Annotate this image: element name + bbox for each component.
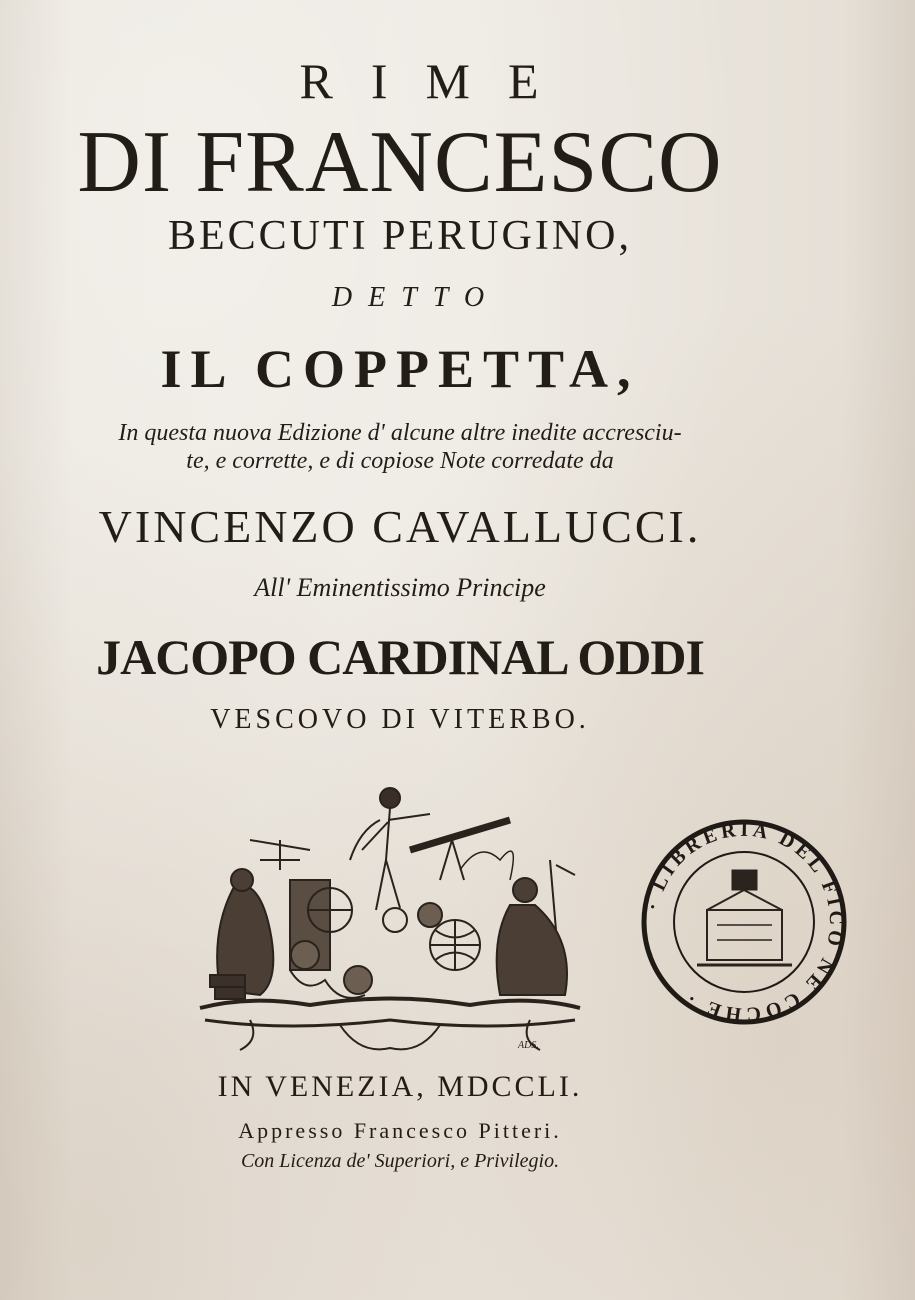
title-rime: RIME [299,53,577,109]
title-il-coppetta: IL COPPETTA, [160,339,640,399]
imprint-license: Con Licenza de' Superiori, e Privilegio. [240,1150,560,1172]
title-detto: DETTO [331,282,501,313]
imprint-printer: Appresso Francesco Pitteri. [238,1118,562,1143]
dedicatee-title: VESCOVO DI VITERBO. [210,704,590,735]
svg-text:· LIBRERIA DEL FICO NE COCHE ·: · LIBRERIA DEL FICO NE COCHE · [641,818,848,1026]
dedicatee-name: JACOPO CARDINAL ODDI [96,629,704,685]
library-stamp [637,815,852,1030]
imprint-place-date: IN VENEZIA, MDCCLI. [217,1070,583,1103]
title-beccuti-perugino: BECCUTI PERUGINO, [167,213,632,259]
engraver-mark: ADS. [518,1040,539,1051]
edition-note-line2: te, e corrette, e di copiose Note corredate da [186,448,614,474]
engraved-vignette [190,780,590,1070]
dedication-intro: All' Eminentissimo Principe [254,573,546,602]
edition-note-line1: In questa nuova Edizione d' alcune altre inedite accresciu- [118,420,682,446]
title-di-francesco: DI FRANCESCO [77,114,723,211]
editor-name: VINCENZO CAVALLUCCI. [98,501,702,552]
